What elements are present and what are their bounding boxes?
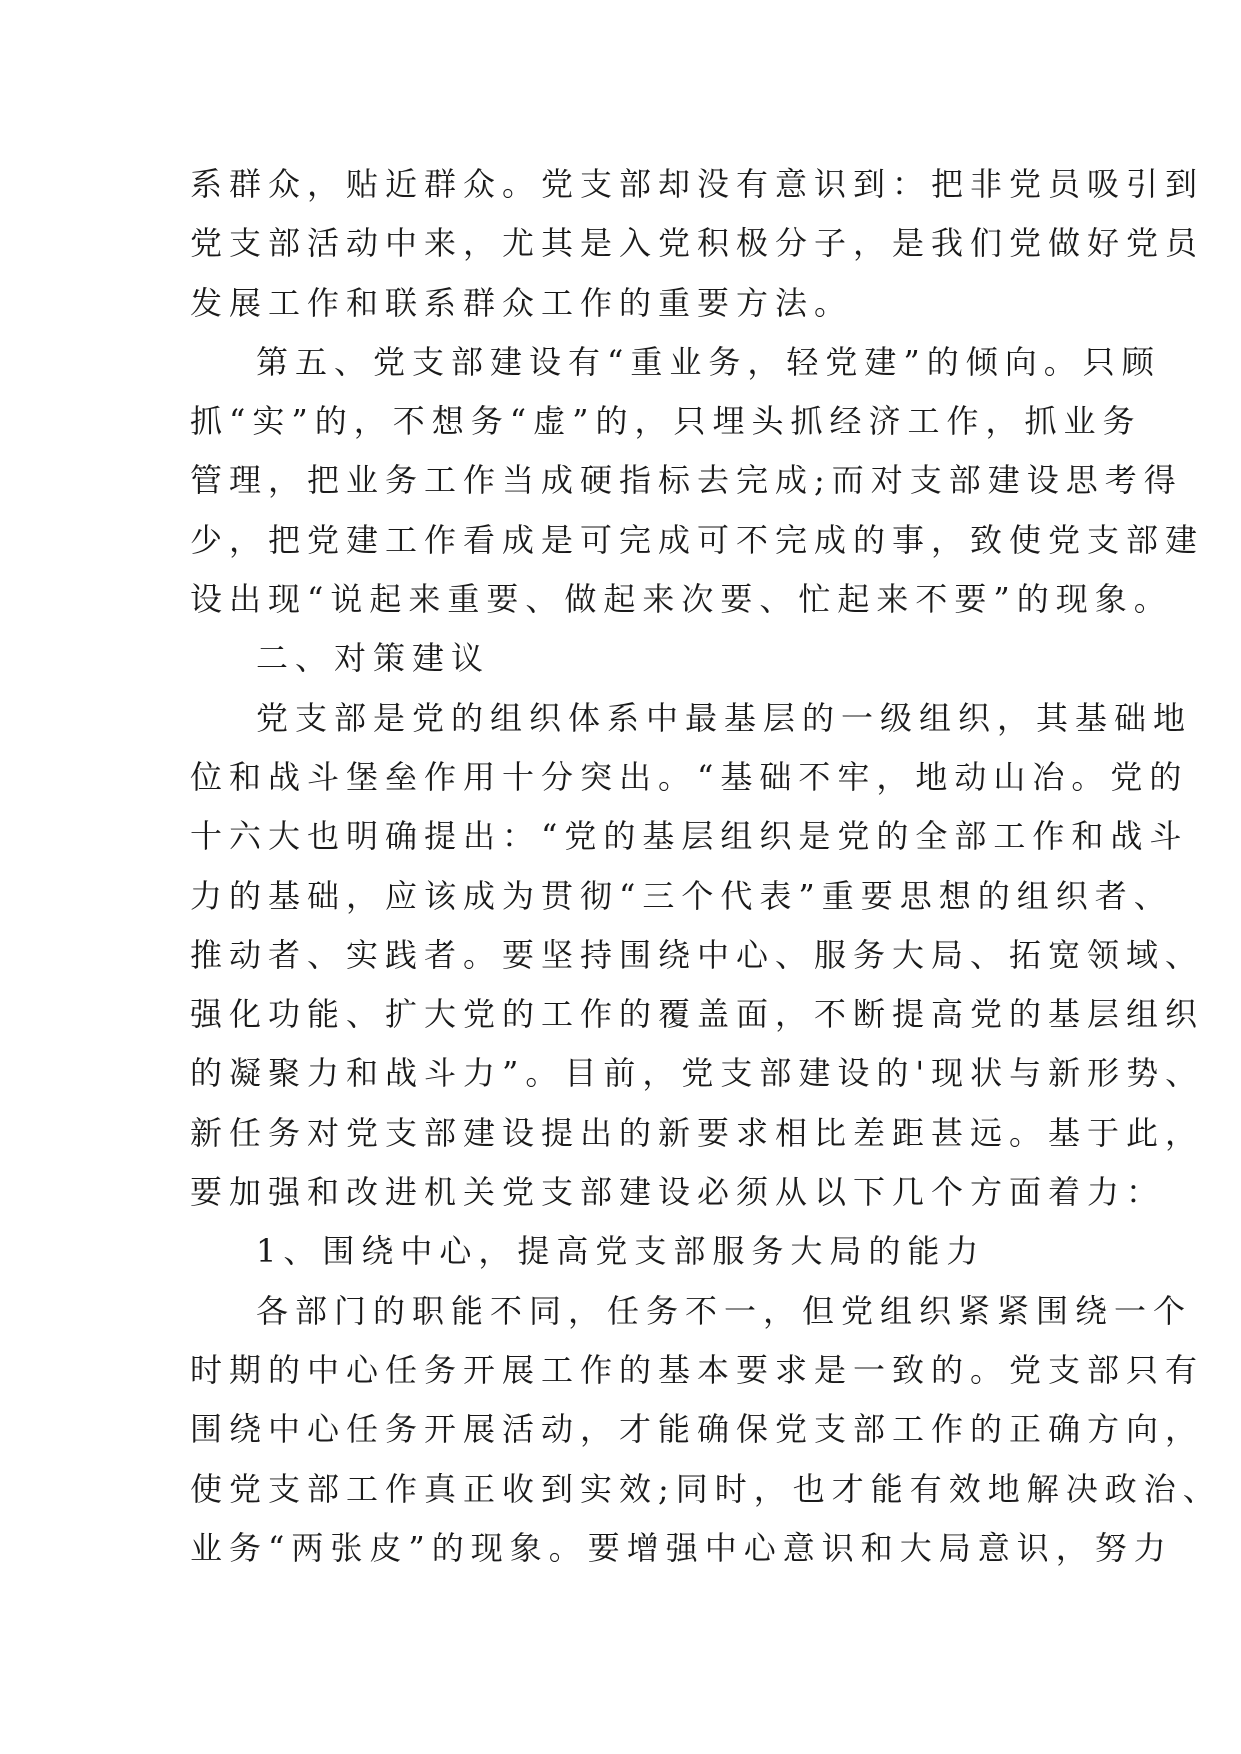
text-line: 设出现“说起来重要、做起来次要、忙起来不要”的现象。 <box>190 580 1173 619</box>
text-line: 的凝聚力和战斗力”。目前，党支部建设的'现状与新形势、 <box>190 1054 1205 1093</box>
text-line: 新任务对党支部建设提出的新要求相比差距甚远。基于此， <box>190 1113 1205 1152</box>
paragraph-first-line: 各部门的职能不同，任务不一，但党组织紧紧围绕一个 <box>256 1291 1193 1330</box>
text-line: 时期的中心任务开展工作的基本要求是一致的。党支部只有 <box>190 1350 1205 1389</box>
paragraph-first-line: 党支部是党的组织体系中最基层的一级组织，其基础地 <box>256 698 1193 737</box>
text-line: 力的基础，应该成为贯彻“三个代表”重要思想的组织者、 <box>190 876 1173 915</box>
text-line: 管理，把业务工作当成硬指标去完成;而对支部建设思考得 <box>190 461 1183 500</box>
paragraph-first-line: 第五、党支部建设有“重业务，轻党建”的倾向。只顾 <box>256 342 1161 381</box>
text-line: 推动者、实践者。要坚持围绕中心、服务大局、拓宽领域、 <box>190 935 1205 974</box>
text-line: 位和战斗堡垒作用十分突出。“基础不牢，地动山冶。党的 <box>190 757 1189 796</box>
text-line: 使党支部工作真正收到实效;同时，也才能有效地解决政治、 <box>190 1469 1222 1508</box>
text-line: 少，把党建工作看成是可完成可不完成的事，致使党支部建 <box>190 520 1205 559</box>
text-line: 业务“两张皮”的现象。要增强中心意识和大局意识，努力 <box>190 1528 1173 1567</box>
text-line: 发展工作和联系群众工作的重要方法。 <box>190 283 854 322</box>
body-text <box>190 155 1222 1578</box>
subsection-heading: 1、围绕中心，提高党支部服务大局的能力 <box>256 1232 986 1271</box>
text-line: 围绕中心任务开展活动，才能确保党支部工作的正确方向， <box>190 1410 1205 1449</box>
text-line: 十六大也明确提出：“党的基层组织是党的全部工作和战斗 <box>190 817 1189 856</box>
text-line: 抓“实”的，不想务“虚”的，只埋头抓经济工作，抓业务 <box>190 402 1142 441</box>
section-heading: 二、对策建议 <box>256 639 491 678</box>
text-line: 要加强和改进机关党支部建设必须从以下几个方面着力： <box>190 1173 1166 1212</box>
text-line: 强化功能、扩大党的工作的覆盖面，不断提高党的基层组织 <box>190 995 1205 1034</box>
text-line: 党支部活动中来，尤其是入党积极分子，是我们党做好党员 <box>190 224 1205 263</box>
text-line: 系群众，贴近群众。党支部却没有意识到：把非党员吸引到 <box>190 165 1205 203</box>
